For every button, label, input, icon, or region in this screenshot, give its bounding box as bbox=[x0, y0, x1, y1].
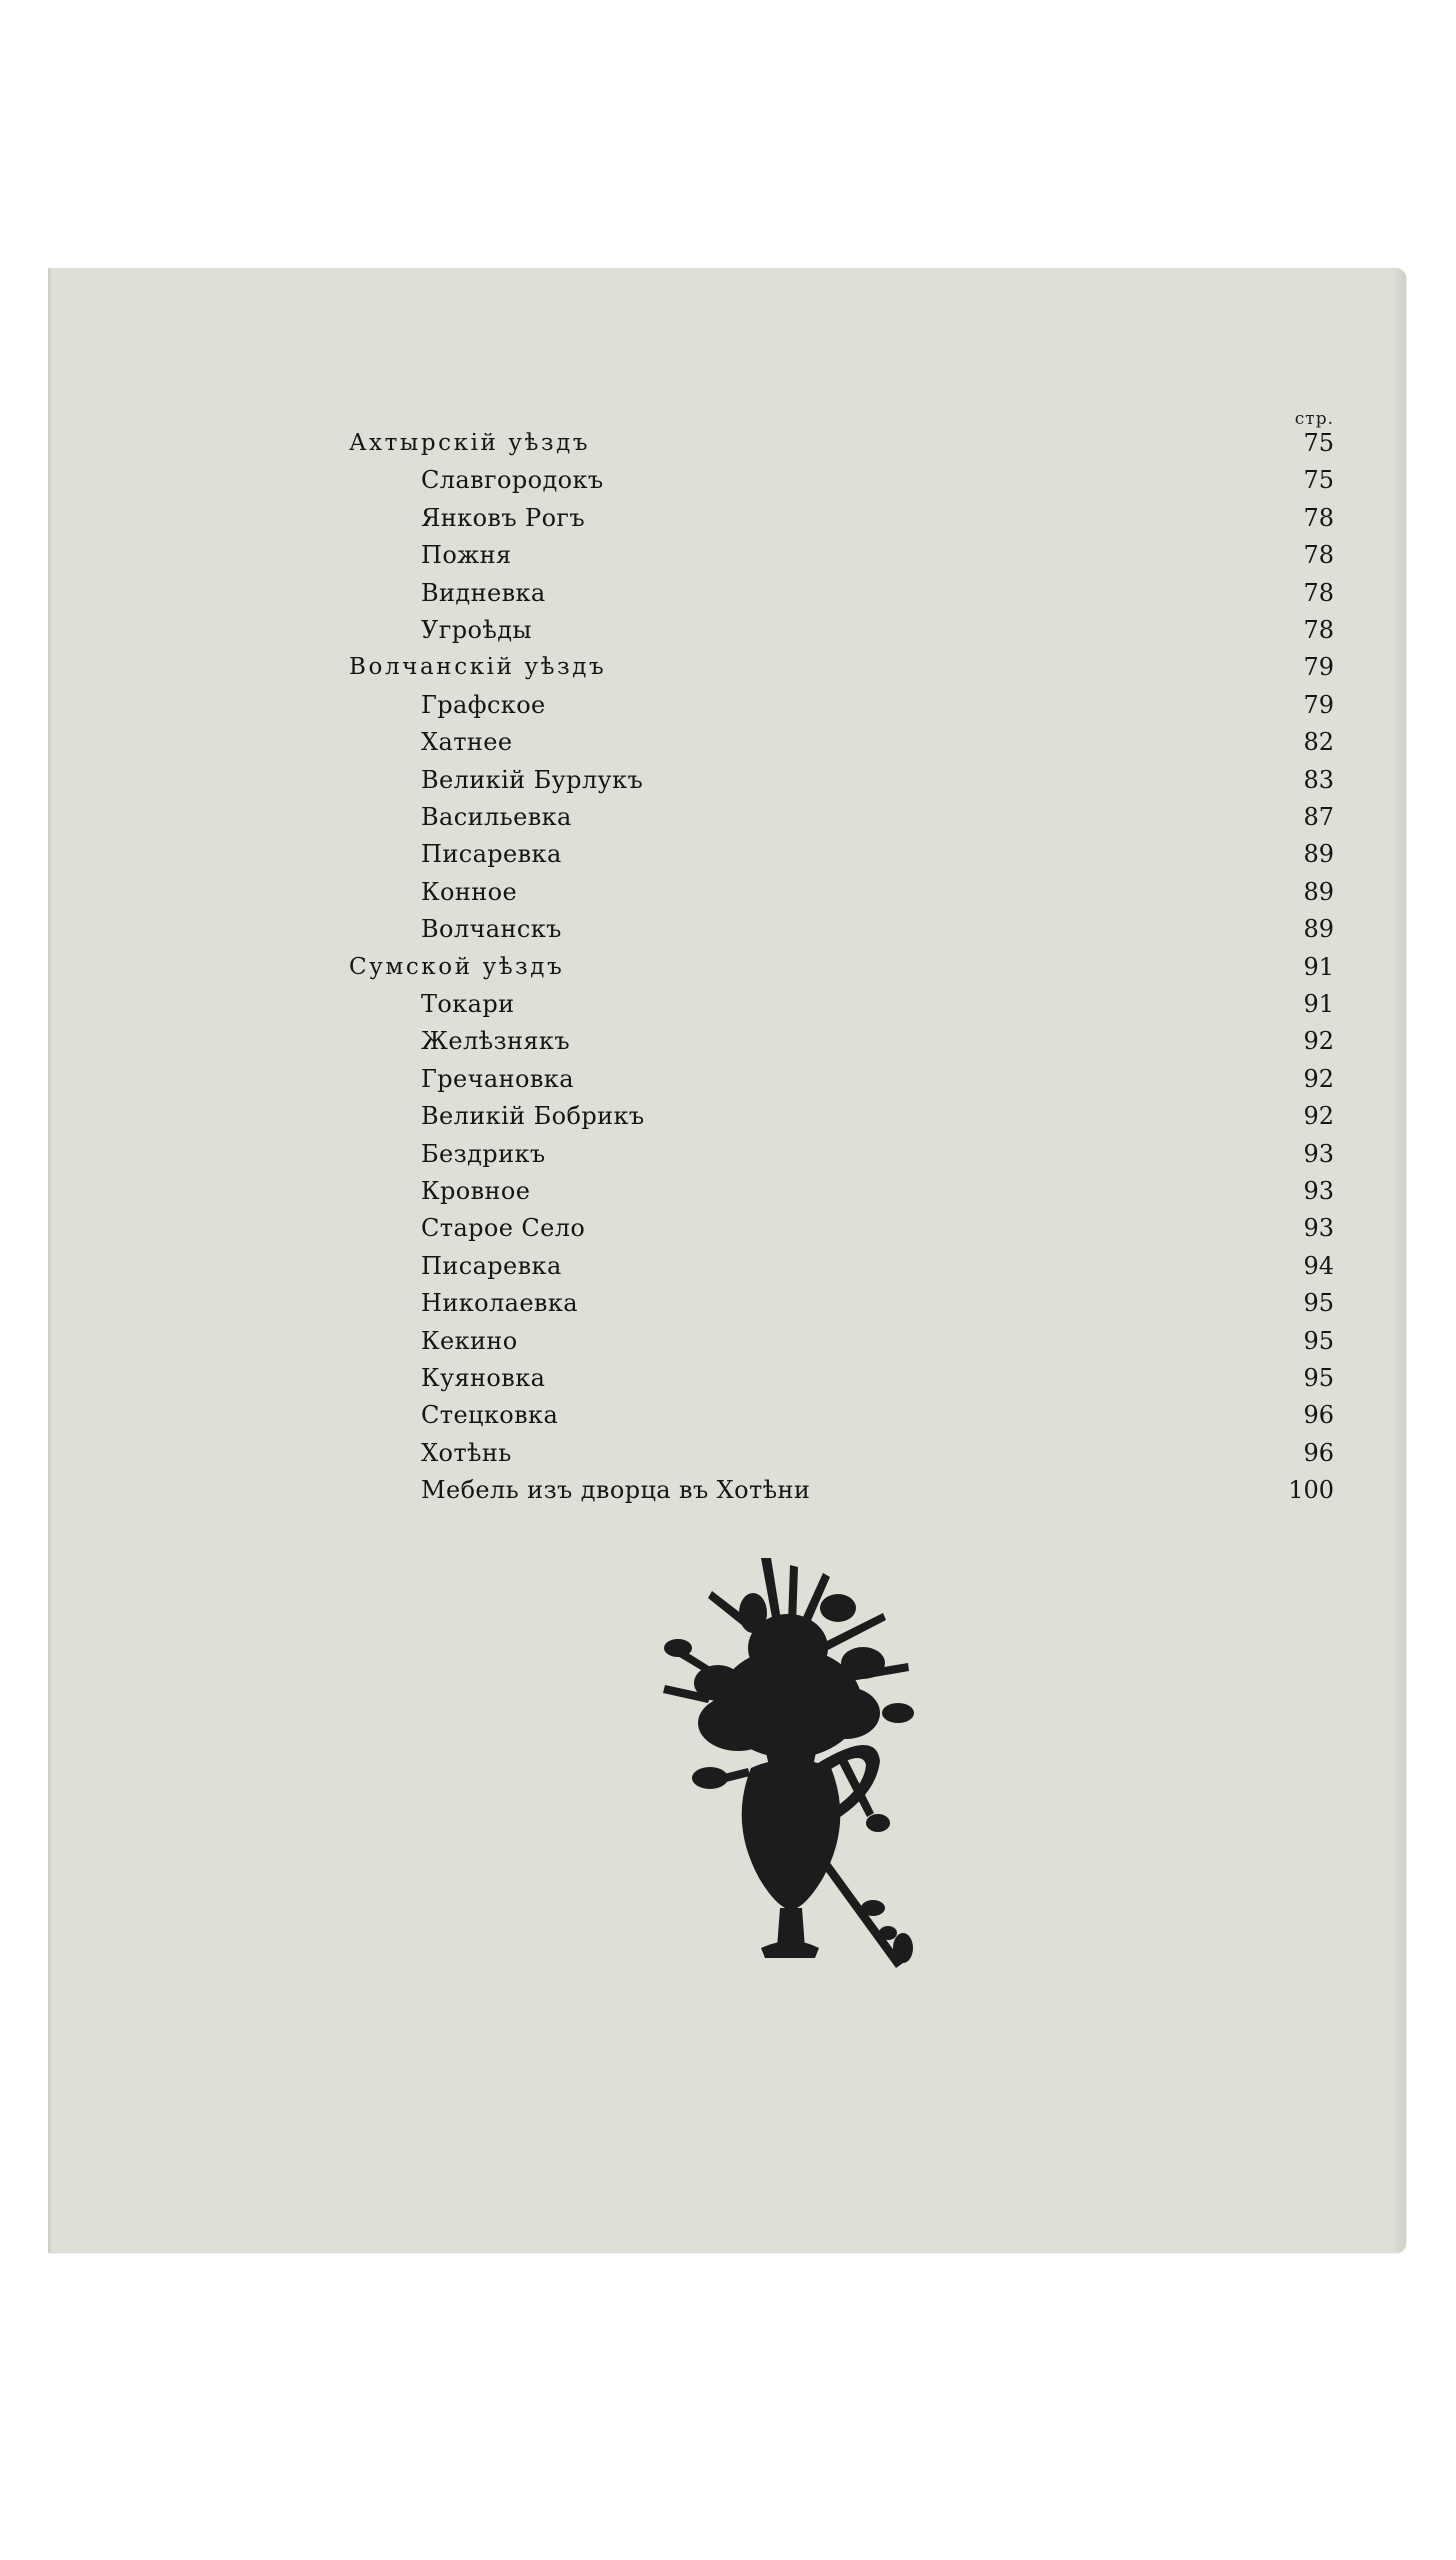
dot-leader bbox=[530, 1436, 1280, 1470]
toc-section-entry bbox=[48, 650, 1406, 684]
toc-page-number: 94 bbox=[1303, 1251, 1334, 1280]
dot-leader bbox=[548, 1174, 1280, 1208]
toc-entry bbox=[48, 1062, 1406, 1096]
dot-leader bbox=[536, 1324, 1280, 1358]
toc-entry bbox=[48, 800, 1406, 834]
toc-page-number: 89 bbox=[1303, 840, 1334, 869]
dot-leader bbox=[563, 1361, 1280, 1395]
toc-entry-label: Великій Бобрикъ bbox=[421, 1102, 645, 1131]
toc-entry-label: Желѣзнякъ bbox=[421, 1027, 570, 1056]
dot-leader bbox=[535, 875, 1280, 909]
toc-page-number: 96 bbox=[1303, 1401, 1334, 1430]
toc-entry-label: Николаевка bbox=[421, 1289, 578, 1318]
toc-entry bbox=[48, 576, 1406, 610]
toc-entry-label: Великій Бурлукъ bbox=[421, 765, 644, 794]
dot-leader bbox=[530, 538, 1280, 572]
toc-page-number: 83 bbox=[1303, 765, 1334, 794]
toc-entry-label: Кровное bbox=[421, 1177, 531, 1205]
dot-leader bbox=[564, 688, 1280, 722]
toc-entry bbox=[48, 987, 1406, 1021]
toc-page-number: 79 bbox=[1303, 653, 1334, 682]
toc-entry bbox=[48, 763, 1406, 797]
toc-page-number: 75 bbox=[1303, 466, 1334, 495]
toc-page-number: 95 bbox=[1303, 1326, 1334, 1355]
toc-entry bbox=[48, 1324, 1406, 1358]
toc-page-number: 100 bbox=[1288, 1476, 1334, 1505]
toc-section-entry bbox=[48, 426, 1406, 460]
toc-page-number: 87 bbox=[1303, 803, 1334, 831]
toc-entry bbox=[48, 1211, 1406, 1245]
dot-leader bbox=[596, 1286, 1280, 1320]
dot-leader bbox=[564, 1137, 1280, 1171]
dot-leader bbox=[580, 1249, 1280, 1283]
toc-entry-label: Бездрикъ bbox=[421, 1139, 546, 1168]
toc-entry-label: Пожня bbox=[421, 541, 512, 570]
toc-entry-label: Угроѣды bbox=[421, 616, 532, 644]
toc-entry-label: Конное bbox=[421, 877, 518, 906]
dot-leader bbox=[603, 501, 1280, 535]
toc-page-number: 78 bbox=[1303, 616, 1334, 644]
toc-entry bbox=[48, 1398, 1406, 1432]
dot-leader bbox=[661, 763, 1280, 797]
dot-leader bbox=[603, 1211, 1280, 1245]
toc-entry bbox=[48, 1286, 1406, 1320]
toc-entry-label: Сумской уѣздъ bbox=[349, 953, 565, 980]
toc-entry-label: Ахтырскій уѣздъ bbox=[349, 430, 591, 456]
toc-page-number: 78 bbox=[1303, 578, 1334, 607]
dot-leader bbox=[564, 576, 1280, 610]
vase-with-flowers-icon bbox=[648, 1553, 933, 1973]
toc-entry-label: Писаревка bbox=[421, 1251, 562, 1280]
toc-entry bbox=[48, 1137, 1406, 1171]
toc-page-number: 93 bbox=[1303, 1177, 1334, 1205]
book-page bbox=[48, 268, 1406, 2253]
toc-entry bbox=[48, 688, 1406, 722]
toc-page-number: 78 bbox=[1303, 503, 1334, 532]
toc-page-number: 96 bbox=[1303, 1438, 1334, 1467]
toc-entry bbox=[48, 613, 1406, 647]
toc-entry-label: Васильевка bbox=[421, 803, 572, 831]
toc-page-number: 89 bbox=[1303, 915, 1334, 944]
toc-entry bbox=[48, 1099, 1406, 1133]
toc-page-number: 93 bbox=[1303, 1139, 1334, 1168]
toc-entry-label: Мебель изъ дворца въ Хотѣни bbox=[421, 1476, 811, 1505]
toc-entry-label: Кекино bbox=[421, 1326, 518, 1355]
dot-leader bbox=[576, 1398, 1280, 1432]
toc-entry-label: Гречановка bbox=[421, 1064, 574, 1093]
toc-entry bbox=[48, 501, 1406, 535]
toc-entry bbox=[48, 725, 1406, 759]
toc-entry bbox=[48, 875, 1406, 909]
toc-entry bbox=[48, 1024, 1406, 1058]
toc-entry bbox=[48, 1361, 1406, 1395]
dot-leader bbox=[580, 837, 1280, 871]
dot-leader bbox=[592, 1062, 1280, 1096]
toc-entry-label: Волчанскъ bbox=[421, 915, 562, 944]
dot-leader bbox=[663, 1099, 1280, 1133]
toc-page-number: 82 bbox=[1303, 728, 1334, 757]
dot-leader bbox=[582, 950, 1280, 984]
toc-page-number: 93 bbox=[1303, 1214, 1334, 1243]
toc-entry-label: Токари bbox=[421, 990, 515, 1018]
toc-entry-label: Славгородокъ bbox=[421, 466, 604, 495]
toc-entry bbox=[48, 837, 1406, 871]
toc-entry bbox=[48, 1473, 1406, 1507]
toc-page-number: 92 bbox=[1303, 1064, 1334, 1093]
toc-entry-label: Волчанскій уѣздъ bbox=[349, 654, 607, 681]
toc-entry bbox=[48, 912, 1406, 946]
toc-entry bbox=[48, 1436, 1406, 1470]
toc-page-number: 95 bbox=[1303, 1289, 1334, 1318]
toc-entry-label: Видневка bbox=[421, 578, 546, 607]
dot-leader bbox=[580, 912, 1280, 946]
toc-entry-label: Куяновка bbox=[421, 1364, 546, 1392]
toc-page-number: 95 bbox=[1303, 1364, 1334, 1392]
dot-leader bbox=[828, 1473, 1280, 1507]
toc-page-number: 75 bbox=[1303, 429, 1334, 457]
toc-page-number: 91 bbox=[1303, 990, 1334, 1018]
dot-leader bbox=[624, 650, 1280, 684]
toc-entry-label: Стецковка bbox=[421, 1401, 559, 1430]
toc-entry bbox=[48, 1174, 1406, 1208]
toc-entry-label: Графское bbox=[421, 690, 546, 719]
toc-page-number: 92 bbox=[1303, 1027, 1334, 1056]
toc-entry bbox=[48, 1249, 1406, 1283]
toc-entry-label: Писаревка bbox=[421, 840, 562, 869]
toc-page-number: 89 bbox=[1303, 877, 1334, 906]
dot-leader bbox=[590, 800, 1280, 834]
toc-entry-label: Хотѣнь bbox=[421, 1438, 512, 1467]
toc-page-number: 91 bbox=[1303, 952, 1334, 981]
dot-leader bbox=[622, 463, 1280, 497]
toc-entry-label: Янковъ Рогъ bbox=[421, 503, 586, 532]
toc-entry-label: Старое Село bbox=[421, 1214, 586, 1243]
dot-leader bbox=[533, 987, 1280, 1021]
toc-section-entry bbox=[48, 950, 1406, 984]
toc-entry bbox=[48, 538, 1406, 572]
dot-leader bbox=[530, 725, 1280, 759]
toc-page-number: 78 bbox=[1303, 541, 1334, 570]
toc-page-number: 92 bbox=[1303, 1102, 1334, 1131]
dot-leader bbox=[588, 1024, 1280, 1058]
dot-leader bbox=[550, 613, 1280, 647]
toc-entry-label: Хатнее bbox=[421, 728, 513, 757]
toc-page-number: 79 bbox=[1303, 690, 1334, 719]
dot-leader bbox=[608, 426, 1280, 460]
page-column-heading: стр. bbox=[1294, 409, 1334, 429]
toc-entry bbox=[48, 463, 1406, 497]
